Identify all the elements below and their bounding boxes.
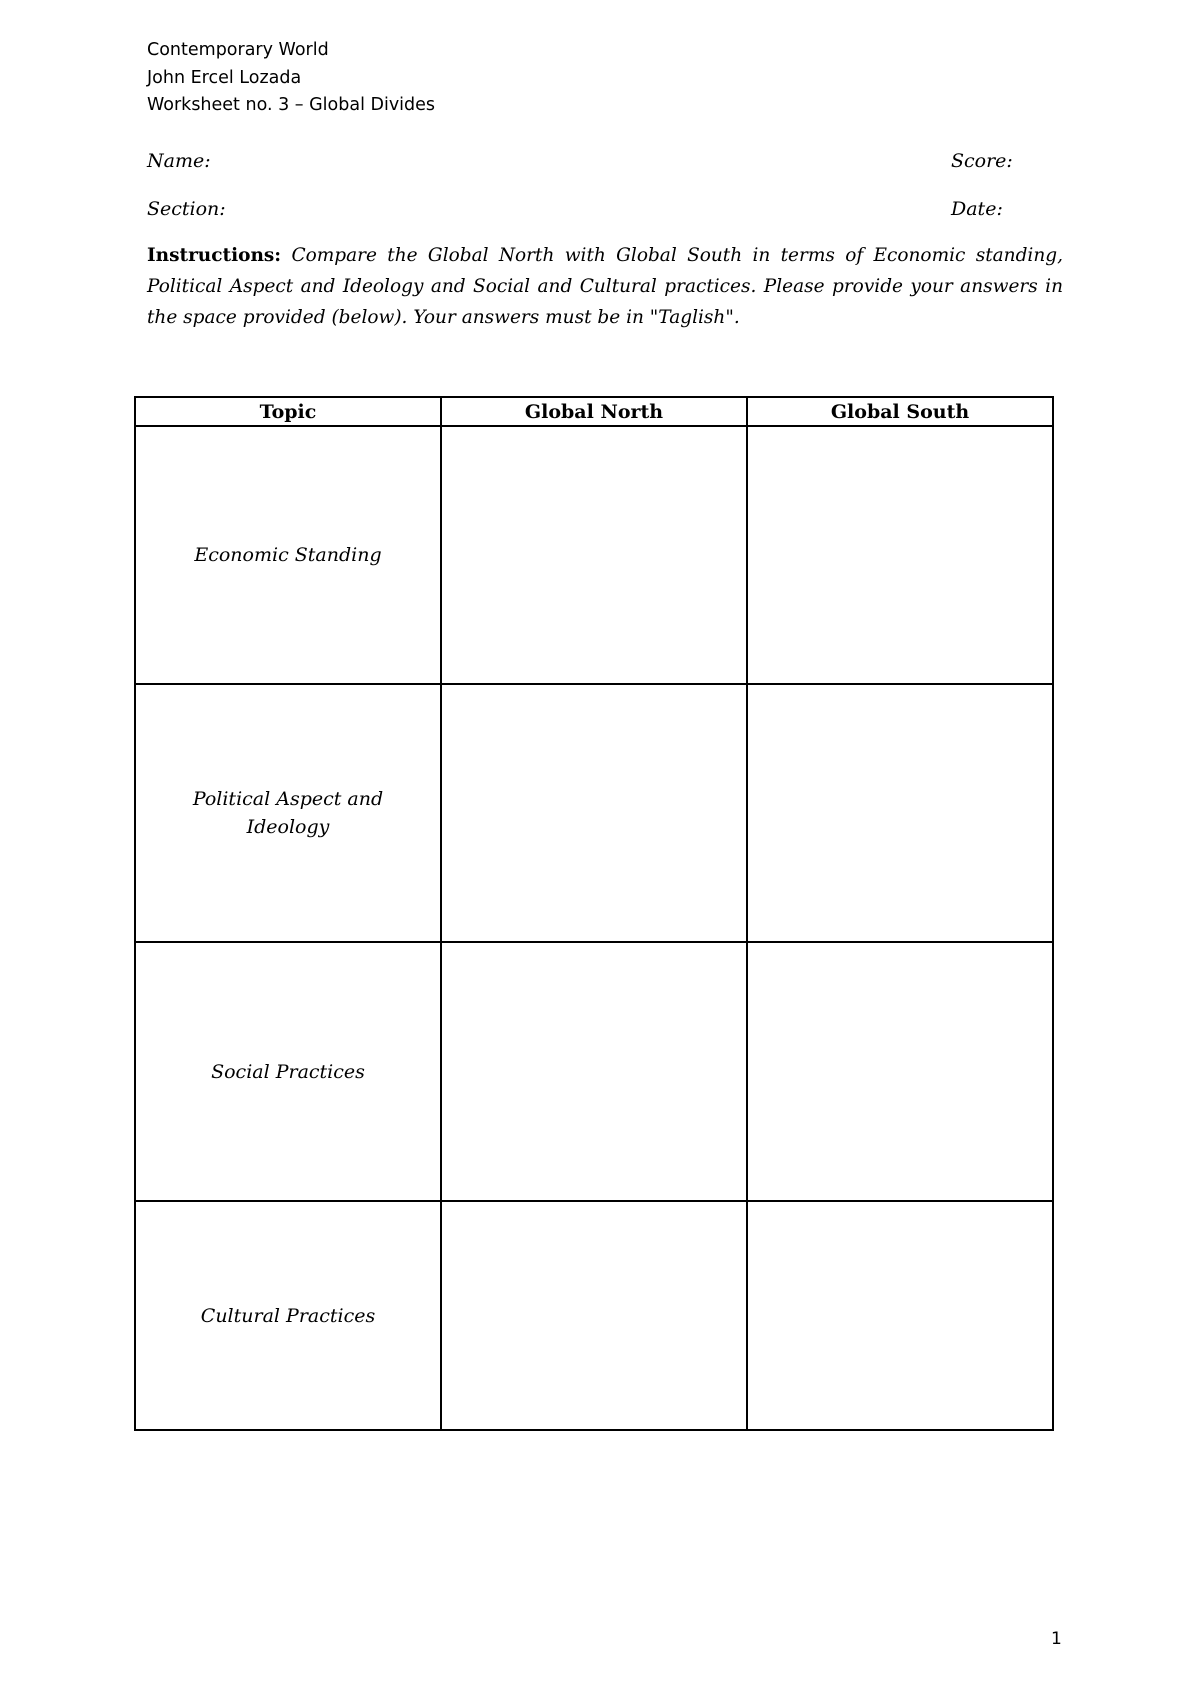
table-header-row bbox=[135, 397, 1053, 426]
topic-cultural-practices: Cultural Practices bbox=[135, 1201, 441, 1430]
author-name: John Ercel Lozada bbox=[147, 68, 302, 88]
course-title: Contemporary World bbox=[147, 40, 329, 60]
topic-political-aspect bbox=[135, 684, 441, 942]
table-row bbox=[135, 942, 1053, 1201]
topic-social-practices: Social Practices bbox=[135, 942, 441, 1201]
score-field-label: Score: bbox=[951, 150, 1013, 172]
table-row bbox=[135, 684, 1053, 942]
answer-cell-north[interactable] bbox=[441, 426, 747, 684]
table-row bbox=[135, 1201, 1053, 1430]
instructions-label: Instructions: bbox=[147, 245, 282, 266]
header-topic: Topic bbox=[135, 397, 441, 426]
answer-cell-north[interactable] bbox=[441, 1201, 747, 1430]
answer-cell-south[interactable] bbox=[747, 426, 1053, 684]
worksheet-title: Worksheet no. 3 – Global Divides bbox=[147, 95, 436, 115]
topic-economic-standing: Economic Standing bbox=[135, 426, 441, 684]
header-global-north: Global North bbox=[441, 397, 747, 426]
answer-cell-south[interactable] bbox=[747, 1201, 1053, 1430]
answer-cell-north[interactable] bbox=[441, 684, 747, 942]
comparison-table bbox=[134, 396, 1054, 1431]
table-row bbox=[135, 426, 1053, 684]
name-field-label: Name: bbox=[147, 150, 211, 172]
header-global-south: Global South bbox=[747, 397, 1053, 426]
answer-cell-south[interactable] bbox=[747, 942, 1053, 1201]
section-field-label: Section: bbox=[147, 198, 226, 220]
instructions-paragraph bbox=[147, 240, 1063, 333]
topic-political-aspect-text: Political Aspect and Ideology bbox=[192, 788, 384, 838]
answer-cell-north[interactable] bbox=[441, 942, 747, 1201]
page-number: 1 bbox=[1051, 1629, 1062, 1649]
instructions-text: Compare the Global North with Global South in terms of Economic standing, Political Aspect and Ideology and Social and Cultural practices. Please provide your answers in the space provided (below). Your answers must be in "Taglish". bbox=[147, 245, 1063, 328]
date-field-label: Date: bbox=[951, 198, 1003, 220]
answer-cell-south[interactable] bbox=[747, 684, 1053, 942]
